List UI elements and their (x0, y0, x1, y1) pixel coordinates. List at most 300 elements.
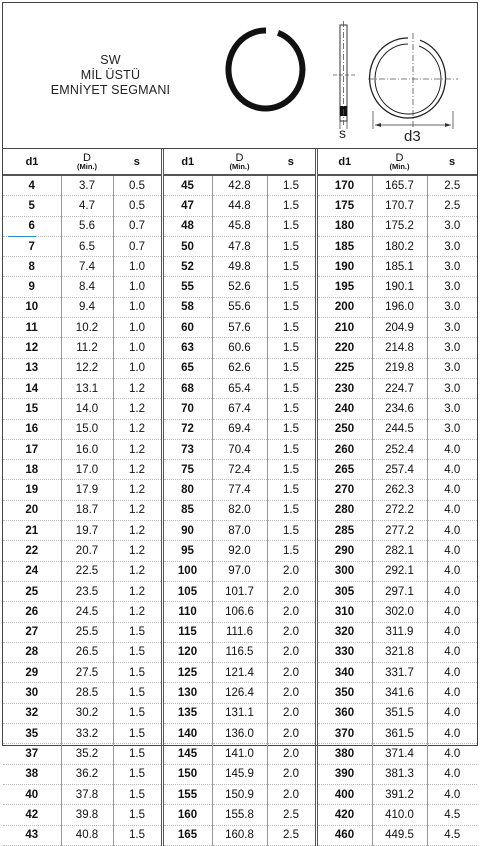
cell-s: 1.5 (267, 460, 316, 480)
label-d3: d3 (404, 128, 421, 145)
cell-s: 4.0 (427, 602, 477, 622)
cell-s: 1.2 (113, 399, 162, 419)
cell-s: 4.0 (427, 784, 477, 804)
cell-d1: 105 (162, 581, 212, 601)
cell-d1: 21 (3, 521, 61, 541)
blue-mark-line (8, 236, 36, 237)
cell-s: 4.0 (427, 521, 477, 541)
cell-s: 4.0 (427, 439, 477, 459)
cell-s: 1.5 (267, 500, 316, 520)
cell-D: 40.8 (61, 825, 113, 845)
cell-s: 1.2 (113, 439, 162, 459)
cell-d1: 19 (3, 480, 61, 500)
cell-d1: 47 (162, 196, 212, 216)
cell-s: 2.0 (267, 724, 316, 744)
cell-s: 4.0 (427, 460, 477, 480)
table-header-row (3, 149, 477, 175)
cell-d1: 45 (162, 175, 212, 196)
cell-d1: 58 (162, 297, 212, 317)
cell-s: 1.5 (267, 196, 316, 216)
cell-d1: 28 (3, 642, 61, 662)
cell-d1: 90 (162, 521, 212, 541)
cell-d1: 50 (162, 236, 212, 256)
cell-d1: 26 (3, 602, 61, 622)
cell-s: 3.0 (427, 216, 477, 236)
cell-D: 3.7 (61, 175, 113, 196)
table-row (3, 663, 477, 683)
cell-D: 116.5 (212, 642, 267, 662)
cell-D: 351.5 (372, 703, 427, 723)
cell-d1: 260 (316, 439, 372, 459)
cell-s: 1.2 (113, 521, 162, 541)
table-row (3, 561, 477, 581)
cell-s: 1.0 (113, 277, 162, 297)
cell-d1: 40 (3, 784, 61, 804)
cell-D: 65.4 (212, 378, 267, 398)
cell-s: 0.7 (113, 236, 162, 256)
cell-s: 1.5 (113, 622, 162, 642)
cell-d1: 210 (316, 318, 372, 338)
cell-d1: 115 (162, 622, 212, 642)
table-row (3, 257, 477, 277)
cell-d1: 29 (3, 663, 61, 683)
cell-s: 1.5 (113, 683, 162, 703)
cell-D: 17.0 (61, 460, 113, 480)
cell-d1: 320 (316, 622, 372, 642)
cell-s: 1.2 (113, 561, 162, 581)
cell-s: 1.2 (113, 602, 162, 622)
cell-s: 1.5 (267, 358, 316, 378)
cell-d1: 130 (162, 683, 212, 703)
table-row (3, 196, 477, 216)
cell-s: 1.5 (267, 277, 316, 297)
table-row (3, 277, 477, 297)
cell-D: 44.8 (212, 196, 267, 216)
cell-s: 3.0 (427, 419, 477, 439)
cell-s: 3.0 (427, 338, 477, 358)
product-header (3, 3, 477, 149)
cell-s: 1.5 (267, 338, 316, 358)
cell-s: 1.0 (113, 297, 162, 317)
cell-s: 2.5 (427, 175, 477, 196)
cell-D: 67.4 (212, 399, 267, 419)
cell-s: 4.0 (427, 744, 477, 764)
cell-s: 1.5 (113, 663, 162, 683)
cell-D: 190.1 (372, 277, 427, 297)
cell-d1: 195 (316, 277, 372, 297)
cell-s: 1.5 (267, 480, 316, 500)
cell-s: 2.0 (267, 663, 316, 683)
cell-s: 4.0 (427, 642, 477, 662)
title-line-name: EMNİYET SEGMANI (50, 83, 171, 97)
cell-D: 204.9 (372, 318, 427, 338)
ring-dimension-view (368, 33, 458, 129)
cell-d1: 80 (162, 480, 212, 500)
cell-s: 3.0 (427, 318, 477, 338)
cell-d1: 200 (316, 297, 372, 317)
cell-d1: 165 (162, 825, 212, 845)
cell-d1: 68 (162, 378, 212, 398)
cell-D: 15.0 (61, 419, 113, 439)
cell-d1: 20 (3, 500, 61, 520)
cell-d1: 285 (316, 521, 372, 541)
cell-D: 18.7 (61, 500, 113, 520)
cell-d1: 18 (3, 460, 61, 480)
cell-D: 145.9 (212, 764, 267, 784)
table-row (3, 622, 477, 642)
cell-D: 381.3 (372, 764, 427, 784)
cell-d1: 11 (3, 318, 61, 338)
cell-D: 111.6 (212, 622, 267, 642)
table-row (3, 581, 477, 601)
cell-D: 175.2 (372, 216, 427, 236)
cell-d1: 32 (3, 703, 61, 723)
cell-d1: 230 (316, 378, 372, 398)
cell-s: 1.5 (267, 257, 316, 277)
cell-d1: 37 (3, 744, 61, 764)
cell-d1: 370 (316, 724, 372, 744)
cell-s: 1.5 (267, 175, 316, 196)
cell-s: 1.0 (113, 358, 162, 378)
cell-D: 87.0 (212, 521, 267, 541)
header-d1: d1 (3, 149, 61, 175)
cell-D: 97.0 (212, 561, 267, 581)
table-row (3, 399, 477, 419)
table-row (3, 480, 477, 500)
cell-s: 2.0 (267, 744, 316, 764)
cell-s: 4.0 (427, 683, 477, 703)
cell-d1: 460 (316, 825, 372, 845)
cell-d1: 5 (3, 196, 61, 216)
cell-d1: 225 (316, 358, 372, 378)
cell-s: 3.0 (427, 236, 477, 256)
dimension-table (3, 149, 477, 846)
cell-D: 331.7 (372, 663, 427, 683)
cell-d1: 60 (162, 318, 212, 338)
cell-D: 52.6 (212, 277, 267, 297)
cell-d1: 75 (162, 460, 212, 480)
title-line-type: MİL ÜSTÜ (80, 68, 141, 82)
table-row (3, 500, 477, 520)
cell-d1: 170 (316, 175, 372, 196)
cell-s: 4.0 (427, 663, 477, 683)
cell-s: 1.2 (113, 378, 162, 398)
cell-s: 3.0 (427, 399, 477, 419)
cell-D: 17.9 (61, 480, 113, 500)
cell-s: 1.5 (113, 805, 162, 825)
header-D: D (Min.) (372, 149, 427, 175)
cell-d1: 220 (316, 338, 372, 358)
table-row (3, 683, 477, 703)
cell-D: 47.8 (212, 236, 267, 256)
cell-D: 24.5 (61, 602, 113, 622)
cell-d1: 85 (162, 500, 212, 520)
cell-s: 0.7 (113, 216, 162, 236)
cell-D: 55.6 (212, 297, 267, 317)
cell-s: 2.0 (267, 602, 316, 622)
cell-D: 25.5 (61, 622, 113, 642)
cell-D: 10.2 (61, 318, 113, 338)
cell-d1: 16 (3, 419, 61, 439)
cell-s: 1.2 (113, 541, 162, 561)
cell-d1: 190 (316, 257, 372, 277)
cell-s: 1.5 (267, 216, 316, 236)
cell-D: 35.2 (61, 744, 113, 764)
cell-D: 36.2 (61, 764, 113, 784)
cell-D: 45.8 (212, 216, 267, 236)
cell-D: 92.0 (212, 541, 267, 561)
cell-D: 282.1 (372, 541, 427, 561)
cell-D: 292.1 (372, 561, 427, 581)
cell-s: 1.5 (113, 744, 162, 764)
cell-d1: 305 (316, 581, 372, 601)
cell-D: 33.2 (61, 724, 113, 744)
cell-s: 2.5 (267, 825, 316, 845)
technical-drawing (3, 3, 477, 148)
cell-s: 2.0 (267, 703, 316, 723)
cell-D: 70.4 (212, 439, 267, 459)
cell-s: 1.5 (113, 642, 162, 662)
cell-d1: 290 (316, 541, 372, 561)
cell-s: 1.5 (267, 439, 316, 459)
cell-D: 131.1 (212, 703, 267, 723)
cell-s: 3.0 (427, 257, 477, 277)
cell-D: 391.2 (372, 784, 427, 804)
cell-s: 4.5 (427, 825, 477, 845)
cell-d1: 22 (3, 541, 61, 561)
table-row (3, 175, 477, 196)
cell-D: 28.5 (61, 683, 113, 703)
cell-s: 2.0 (267, 622, 316, 642)
cell-D: 26.5 (61, 642, 113, 662)
cell-d1: 350 (316, 683, 372, 703)
table-row (3, 744, 477, 764)
cell-D: 106.6 (212, 602, 267, 622)
cell-D: 341.6 (372, 683, 427, 703)
cell-s: 1.5 (267, 297, 316, 317)
cell-s: 2.5 (427, 196, 477, 216)
cell-s: 1.5 (267, 318, 316, 338)
cell-D: 9.4 (61, 297, 113, 317)
cell-d1: 13 (3, 358, 61, 378)
cell-s: 1.5 (113, 784, 162, 804)
cell-s: 2.0 (267, 764, 316, 784)
cell-d1: 73 (162, 439, 212, 459)
table-row (3, 703, 477, 723)
cell-d1: 160 (162, 805, 212, 825)
cell-d1: 4 (3, 175, 61, 196)
cell-D: 57.6 (212, 318, 267, 338)
cell-s: 2.0 (267, 683, 316, 703)
cell-d1: 145 (162, 744, 212, 764)
cell-d1: 125 (162, 663, 212, 683)
cell-s: 0.5 (113, 196, 162, 216)
table-row (3, 764, 477, 784)
cell-D: 165.7 (372, 175, 427, 196)
header-d1: d1 (316, 149, 372, 175)
cell-D: 62.6 (212, 358, 267, 378)
catalog-frame (2, 2, 478, 842)
cell-d1: 100 (162, 561, 212, 581)
cell-d1: 310 (316, 602, 372, 622)
cell-s: 2.0 (267, 581, 316, 601)
cell-d1: 35 (3, 724, 61, 744)
cell-D: 69.4 (212, 419, 267, 439)
table-row (3, 297, 477, 317)
cell-d1: 9 (3, 277, 61, 297)
cell-d1: 8 (3, 257, 61, 277)
cell-D: 20.7 (61, 541, 113, 561)
cell-D: 82.0 (212, 500, 267, 520)
cell-d1: 265 (316, 460, 372, 480)
table-row (3, 825, 477, 845)
cell-s: 0.5 (113, 175, 162, 196)
cell-D: 6.5 (61, 236, 113, 256)
table-row (3, 602, 477, 622)
label-s: s (339, 125, 346, 141)
cell-d1: 155 (162, 784, 212, 804)
cell-s: 1.5 (267, 521, 316, 541)
cell-D: 126.4 (212, 683, 267, 703)
cell-D: 101.7 (212, 581, 267, 601)
cell-D: 30.2 (61, 703, 113, 723)
table-row (3, 338, 477, 358)
table-row (3, 236, 477, 256)
cell-s: 1.2 (113, 581, 162, 601)
cell-D: 22.5 (61, 561, 113, 581)
table-row (3, 805, 477, 825)
cell-d1: 390 (316, 764, 372, 784)
cell-s: 1.5 (267, 236, 316, 256)
cell-D: 7.4 (61, 257, 113, 277)
cell-D: 23.5 (61, 581, 113, 601)
cell-d1: 240 (316, 399, 372, 419)
cell-d1: 63 (162, 338, 212, 358)
cell-s: 4.5 (427, 805, 477, 825)
title-line-code: SW (100, 53, 121, 67)
cell-D: 224.7 (372, 378, 427, 398)
cell-d1: 175 (316, 196, 372, 216)
cell-D: 60.6 (212, 338, 267, 358)
cell-d1: 12 (3, 338, 61, 358)
cell-s: 1.2 (113, 500, 162, 520)
cell-d1: 6 (3, 216, 61, 236)
cell-s: 3.0 (427, 277, 477, 297)
cell-d1: 38 (3, 764, 61, 784)
cell-d1: 25 (3, 581, 61, 601)
cell-D: 39.8 (61, 805, 113, 825)
cell-D: 311.9 (372, 622, 427, 642)
cell-s: 1.5 (113, 724, 162, 744)
table-row (3, 378, 477, 398)
cell-d1: 42 (3, 805, 61, 825)
cell-s: 4.0 (427, 500, 477, 520)
cell-D: 13.1 (61, 378, 113, 398)
cell-d1: 14 (3, 378, 61, 398)
cell-D: 185.1 (372, 257, 427, 277)
cell-D: 272.2 (372, 500, 427, 520)
cell-d1: 24 (3, 561, 61, 581)
cell-s: 3.0 (427, 378, 477, 398)
cell-D: 4.7 (61, 196, 113, 216)
cell-D: 16.0 (61, 439, 113, 459)
cell-D: 8.4 (61, 277, 113, 297)
cell-d1: 400 (316, 784, 372, 804)
cell-D: 136.0 (212, 724, 267, 744)
cell-d1: 270 (316, 480, 372, 500)
cell-s: 1.5 (267, 541, 316, 561)
cell-d1: 72 (162, 419, 212, 439)
cell-s: 3.0 (427, 358, 477, 378)
cell-s: 1.0 (113, 257, 162, 277)
cell-D: 262.3 (372, 480, 427, 500)
header-D: D (Min.) (212, 149, 267, 175)
cell-d1: 120 (162, 642, 212, 662)
cell-s: 4.0 (427, 724, 477, 744)
cell-s: 4.0 (427, 703, 477, 723)
cell-D: 160.8 (212, 825, 267, 845)
ring-front-view (228, 30, 302, 108)
cell-s: 1.2 (113, 460, 162, 480)
cell-s: 1.5 (267, 419, 316, 439)
cell-d1: 95 (162, 541, 212, 561)
cell-D: 141.0 (212, 744, 267, 764)
table-row (3, 541, 477, 561)
cell-D: 321.8 (372, 642, 427, 662)
cell-d1: 30 (3, 683, 61, 703)
table-row (3, 460, 477, 480)
cell-s: 4.0 (427, 541, 477, 561)
table-row (3, 521, 477, 541)
cell-d1: 65 (162, 358, 212, 378)
cell-D: 252.4 (372, 439, 427, 459)
cell-s: 4.0 (427, 764, 477, 784)
cell-s: 2.0 (267, 642, 316, 662)
cell-s: 1.0 (113, 338, 162, 358)
cell-D: 37.8 (61, 784, 113, 804)
cell-D: 180.2 (372, 236, 427, 256)
header-s: s (113, 149, 162, 175)
header-D: D (Min.) (61, 149, 113, 175)
cell-d1: 300 (316, 561, 372, 581)
cell-s: 1.5 (113, 703, 162, 723)
cell-D: 297.1 (372, 581, 427, 601)
table-row (3, 216, 477, 236)
cell-d1: 7 (3, 236, 61, 256)
table-row (3, 784, 477, 804)
cell-s: 1.5 (113, 825, 162, 845)
cell-d1: 55 (162, 277, 212, 297)
cell-D: 5.6 (61, 216, 113, 236)
cell-d1: 17 (3, 439, 61, 459)
cell-d1: 180 (316, 216, 372, 236)
cell-D: 277.2 (372, 521, 427, 541)
cell-D: 77.4 (212, 480, 267, 500)
header-s: s (427, 149, 477, 175)
cell-D: 214.8 (372, 338, 427, 358)
cell-D: 42.8 (212, 175, 267, 196)
cell-D: 257.4 (372, 460, 427, 480)
table-row (3, 439, 477, 459)
cell-s: 1.2 (113, 480, 162, 500)
cell-D: 11.2 (61, 338, 113, 358)
cell-D: 155.8 (212, 805, 267, 825)
cell-D: 449.5 (372, 825, 427, 845)
cell-d1: 250 (316, 419, 372, 439)
cell-s: 4.0 (427, 561, 477, 581)
cell-D: 14.0 (61, 399, 113, 419)
cell-d1: 360 (316, 703, 372, 723)
